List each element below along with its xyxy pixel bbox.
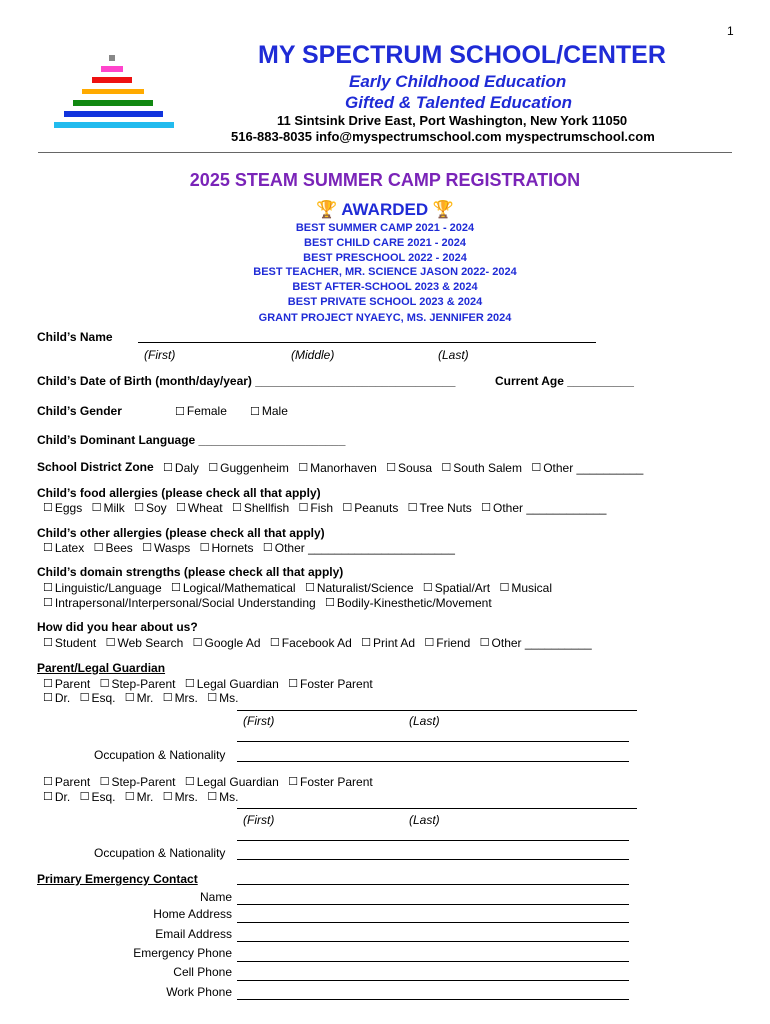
checkbox-icon[interactable]: ☐ [105, 636, 116, 649]
emergency-heading: Primary Emergency Contact [37, 872, 198, 886]
domain-row-2 [37, 595, 492, 610]
option-label: Friend [436, 635, 471, 650]
option-label: Latex [54, 540, 85, 555]
option-label: Foster Parent [300, 774, 373, 789]
role-option[interactable] [288, 677, 373, 691]
option-label: Spatial/Art [434, 580, 491, 595]
checkbox-icon[interactable]: ☐ [134, 501, 144, 514]
option-label: Other __________ [543, 460, 644, 475]
option-label: Student [54, 635, 97, 650]
first-caption: (First) [144, 348, 176, 362]
allergy-option[interactable] [200, 541, 254, 555]
district-option[interactable] [531, 461, 643, 475]
checkbox-icon[interactable]: ☐ [325, 596, 335, 609]
checkbox-icon[interactable]: ☐ [207, 790, 218, 803]
food-option[interactable] [134, 501, 167, 515]
guardian2-name-field[interactable] [237, 808, 637, 809]
logo-bar [54, 122, 174, 128]
checkbox-icon[interactable]: ☐ [298, 501, 309, 514]
checkbox-icon[interactable]: ☐ [184, 677, 195, 690]
district-option[interactable] [441, 461, 522, 475]
domain-option[interactable] [43, 596, 316, 610]
domain-option[interactable] [325, 596, 492, 610]
checkbox-icon[interactable]: ☐ [207, 691, 218, 704]
checkbox-icon[interactable]: ☐ [422, 581, 433, 594]
checkbox-icon[interactable]: ☐ [208, 461, 219, 474]
option-label: Bodily-Kinesthetic/Movement [336, 595, 492, 610]
district-row [37, 460, 643, 475]
hear-option[interactable] [43, 636, 96, 650]
checkbox-icon[interactable]: ☐ [93, 541, 104, 554]
checkbox-icon[interactable]: ☐ [342, 501, 353, 514]
option-label: Parent [54, 774, 91, 789]
food-option[interactable] [342, 501, 398, 515]
hear-option[interactable] [270, 636, 352, 650]
district-option[interactable] [386, 461, 432, 475]
checkbox-icon[interactable]: ☐ [170, 581, 181, 594]
checkbox-icon[interactable]: ☐ [43, 596, 53, 609]
option-label: Google Ad [204, 635, 261, 650]
option-label: Musical [511, 580, 553, 595]
checkbox-icon[interactable]: ☐ [43, 541, 53, 554]
award-line: GRANT PROJECT NYAEYC, MS. JENNIFER 2024 [258, 312, 512, 324]
food-option[interactable] [92, 501, 125, 515]
option-label: Step-Parent [111, 676, 176, 691]
guardian2-roles [37, 774, 373, 789]
emergency-cell-label: Cell Phone [173, 965, 232, 979]
option-label: Eggs [54, 500, 83, 515]
hear-row [37, 635, 592, 650]
logo-bar [82, 89, 144, 94]
page-number: 1 [727, 24, 734, 38]
camp-title: 2025 STEAM SUMMER CAMP REGISTRATION [189, 170, 581, 190]
checkbox-icon[interactable]: ☐ [304, 581, 315, 594]
checkbox-icon[interactable]: ☐ [386, 461, 397, 474]
option-label: Mr. [136, 789, 154, 804]
hear-option[interactable] [361, 636, 415, 650]
logo-bar [73, 100, 153, 106]
option-label: Legal Guardian [196, 774, 279, 789]
title-option[interactable] [207, 691, 238, 705]
hear-label: How did you hear about us? [37, 620, 198, 634]
option-label: Ms. [219, 690, 239, 705]
district-option[interactable] [163, 461, 199, 475]
checkbox-icon[interactable]: ☐ [298, 461, 309, 474]
language-field[interactable]: Child’s Dominant Language ______________________ [37, 433, 346, 447]
checkbox-icon[interactable]: ☐ [499, 581, 510, 594]
subtitle-gifted: Gifted & Talented Education [345, 93, 572, 112]
option-label: Ms. [219, 789, 239, 804]
title-option[interactable] [125, 691, 154, 705]
option-label: Other ______________________ [274, 540, 455, 555]
gender-label: Child’s Gender [37, 404, 122, 418]
emergency-email-field[interactable] [237, 941, 629, 942]
checkbox-icon[interactable]: ☐ [288, 775, 298, 788]
option-label: Guggenheim [220, 460, 289, 475]
option-label: Fish [310, 500, 334, 515]
title-option[interactable] [80, 790, 116, 804]
food-option[interactable] [408, 501, 472, 515]
option-label: Mr. [136, 690, 154, 705]
occupation-label: Occupation & Nationality [94, 748, 226, 762]
allergy-option[interactable] [94, 541, 133, 555]
role-option[interactable] [288, 775, 373, 789]
option-label: Dr. [54, 690, 71, 705]
contact-line: 516-883-8035 info@myspectrumschool.com myspectrumschool.com [231, 129, 655, 144]
checkbox-icon[interactable]: ☐ [288, 677, 298, 690]
option-label: Naturalist/Science [316, 580, 414, 595]
option-label: Shellfish [243, 500, 290, 515]
domain-option[interactable] [423, 581, 490, 595]
checkbox-icon[interactable]: ☐ [175, 405, 185, 418]
food-option[interactable] [43, 501, 82, 515]
option-label: South Salem [453, 460, 522, 475]
checkbox-icon[interactable]: ☐ [424, 636, 435, 649]
domain-label: Child’s domain strengths (please check all that apply) [37, 565, 344, 579]
last-caption: (Last) [409, 813, 440, 827]
option-label: Esq. [91, 690, 116, 705]
role-option[interactable] [43, 775, 90, 789]
option-label: Other ____________ [493, 500, 607, 515]
checkbox-icon[interactable]: ☐ [184, 775, 195, 788]
checkbox-icon[interactable]: ☐ [269, 636, 280, 649]
checkbox-icon[interactable]: ☐ [142, 541, 153, 554]
checkbox-icon[interactable]: ☐ [124, 790, 135, 803]
option-label: Logical/Mathematical [182, 580, 296, 595]
award-line: BEST AFTER-SCHOOL 2023 & 2024 [292, 281, 478, 293]
allergy-option[interactable] [263, 541, 455, 555]
option-label: Intrapersonal/Interpersonal/Social Understanding [54, 595, 316, 610]
checkbox-icon[interactable]: ☐ [43, 636, 53, 649]
checkbox-icon[interactable]: ☐ [43, 677, 53, 690]
emergency-home-address-field[interactable] [237, 922, 629, 923]
emergency-name-field[interactable] [237, 904, 629, 905]
option-label: Milk [103, 500, 125, 515]
option-label: Parent [54, 676, 91, 691]
emergency-name-label: Name [199, 890, 232, 904]
allergy-option[interactable] [43, 541, 84, 555]
award-line: BEST SUMMER CAMP 2021 - 2024 [295, 222, 475, 234]
checkbox-icon[interactable]: ☐ [481, 501, 492, 514]
gender-female-option[interactable] [175, 404, 227, 418]
food-option[interactable] [481, 501, 606, 515]
checkbox-icon[interactable]: ☐ [162, 790, 173, 803]
guardian1-titles [37, 690, 238, 705]
checkbox-icon[interactable]: ☐ [99, 775, 110, 788]
allergy-option[interactable] [142, 541, 190, 555]
checkbox-icon[interactable]: ☐ [162, 691, 173, 704]
option-label: Wasps [154, 540, 191, 555]
role-option[interactable] [100, 677, 176, 691]
last-caption: (Last) [438, 348, 469, 362]
school-title: MY SPECTRUM SCHOOL/CENTER [258, 41, 666, 69]
emergency-work-label: Work Phone [166, 985, 232, 999]
option-label: Legal Guardian [196, 676, 279, 691]
address: 11 Sintsink Drive East, Port Washington, New York 11050 [277, 113, 628, 128]
age-field[interactable]: Current Age __________ [495, 374, 634, 388]
option-label: Female [186, 404, 227, 418]
option-label: Mrs. [174, 690, 198, 705]
domain-option[interactable] [43, 581, 162, 595]
first-caption: (First) [243, 714, 275, 728]
role-option[interactable] [185, 677, 279, 691]
hear-option[interactable] [424, 636, 470, 650]
child-name-label: Child’s Name [37, 330, 113, 344]
role-option[interactable] [43, 677, 90, 691]
child-name-field[interactable] [138, 342, 596, 343]
checkbox-icon[interactable]: ☐ [407, 501, 418, 514]
dob-field[interactable]: Child’s Date of Birth (month/day/year) ______________________________ [37, 374, 456, 388]
hear-option[interactable] [106, 636, 184, 650]
checkbox-icon[interactable]: ☐ [199, 541, 210, 554]
option-label: Linguistic/Language [54, 580, 162, 595]
checkbox-icon[interactable]: ☐ [43, 691, 53, 704]
checkbox-icon[interactable]: ☐ [79, 691, 90, 704]
role-option[interactable] [185, 775, 279, 789]
checkbox-icon[interactable]: ☐ [79, 790, 90, 803]
hear-option[interactable] [480, 636, 592, 650]
option-label: Sousa [398, 460, 433, 475]
guardian1-extra-field[interactable] [237, 741, 629, 742]
option-label: Daly [174, 460, 199, 475]
option-label: Tree Nuts [419, 500, 472, 515]
guardian1-roles [37, 676, 373, 691]
logo-bar [92, 77, 132, 83]
title-option[interactable] [125, 790, 154, 804]
guardian-heading: Parent/Legal Guardian [37, 661, 166, 675]
trophy-icon: 🏆 [432, 200, 455, 219]
checkbox-icon[interactable]: ☐ [441, 461, 452, 474]
trophy-icon: 🏆 [315, 200, 338, 219]
emergency-email-label: Email Address [155, 927, 232, 941]
title-option[interactable] [80, 691, 116, 705]
option-label: Bees [105, 540, 133, 555]
occupation-label: Occupation & Nationality [94, 846, 226, 860]
domain-option[interactable] [305, 581, 414, 595]
checkbox-icon[interactable]: ☐ [231, 501, 242, 514]
checkbox-icon[interactable]: ☐ [163, 461, 173, 474]
option-label: Wheat [187, 500, 223, 515]
option-label: Soy [146, 500, 167, 515]
checkbox-icon[interactable]: ☐ [250, 405, 260, 418]
other-allergies-label: Child’s other allergies (please check all that apply) [37, 526, 325, 540]
option-label: Peanuts [354, 500, 399, 515]
checkbox-icon[interactable]: ☐ [124, 691, 135, 704]
middle-caption: (Middle) [291, 348, 335, 362]
option-label: Print Ad [373, 635, 416, 650]
food-allergies-row [37, 500, 606, 515]
guardian2-extra-field[interactable] [237, 840, 629, 841]
last-caption: (Last) [409, 714, 440, 728]
title-option[interactable] [43, 790, 70, 804]
first-caption: (First) [243, 813, 275, 827]
guardian1-occupation-field[interactable] [237, 761, 629, 762]
award-line: BEST PRIVATE SCHOOL 2023 & 2024 [287, 296, 483, 308]
food-allergies-label: Child’s food allergies (please check all that apply) [37, 486, 321, 500]
checkbox-icon[interactable]: ☐ [176, 501, 186, 514]
awarded-heading [0, 200, 770, 220]
award-line: BEST PRESCHOOL 2022 - 2024 [303, 252, 467, 264]
checkbox-icon[interactable]: ☐ [262, 541, 273, 554]
award-line: BEST TEACHER, MR. SCIENCE JASON 2022- 2024 [253, 266, 517, 278]
checkbox-icon[interactable]: ☐ [531, 461, 542, 474]
title-option[interactable] [163, 790, 198, 804]
option-label: Dr. [54, 789, 71, 804]
guardian2-occupation-field[interactable] [237, 859, 629, 860]
emergency-phone-label: Emergency Phone [133, 946, 232, 960]
title-option[interactable] [207, 790, 238, 804]
subtitle-early: Early Childhood Education [349, 72, 567, 91]
emergency-cell-field[interactable] [237, 980, 629, 981]
food-option[interactable] [299, 501, 334, 515]
checkbox-icon[interactable]: ☐ [43, 775, 53, 788]
checkbox-icon[interactable]: ☐ [361, 636, 372, 649]
option-label: Hornets [211, 540, 254, 555]
option-label: Foster Parent [300, 676, 373, 691]
guardian2-titles [37, 789, 238, 804]
checkbox-icon[interactable]: ☐ [479, 636, 490, 649]
option-label: Male [261, 404, 288, 418]
emergency-work-field[interactable] [237, 999, 629, 1000]
title-option[interactable] [43, 691, 70, 705]
option-label: Step-Parent [111, 774, 176, 789]
domain-option[interactable] [499, 581, 552, 595]
logo-bar [101, 66, 123, 72]
domain-row-1 [37, 580, 552, 595]
title-option[interactable] [163, 691, 198, 705]
checkbox-icon[interactable]: ☐ [43, 501, 53, 514]
hear-option[interactable] [193, 636, 261, 650]
district-option[interactable] [208, 461, 289, 475]
option-label: Other __________ [491, 635, 592, 650]
food-option[interactable] [232, 501, 289, 515]
checkbox-icon[interactable]: ☐ [91, 501, 102, 514]
header-divider [38, 152, 732, 153]
option-label: Facebook Ad [281, 635, 352, 650]
award-line: BEST CHILD CARE 2021 - 2024 [304, 237, 466, 249]
logo-bar [64, 111, 163, 117]
option-label: Manorhaven [310, 460, 377, 475]
awarded-label: AWARDED [341, 200, 429, 219]
domain-option[interactable] [171, 581, 296, 595]
food-option[interactable] [176, 501, 223, 515]
emergency-phone-field[interactable] [237, 961, 629, 962]
emergency-home-address-label: Home Address [153, 907, 232, 921]
checkbox-icon[interactable]: ☐ [43, 581, 53, 594]
gender-male-option[interactable] [250, 404, 288, 418]
district-label: School District Zone [37, 460, 154, 474]
checkbox-icon[interactable]: ☐ [99, 677, 110, 690]
other-allergies-row [37, 540, 455, 555]
guardian1-name-field[interactable] [237, 710, 637, 711]
logo-bar [109, 55, 115, 61]
option-label: Web Search [117, 635, 184, 650]
role-option[interactable] [100, 775, 176, 789]
option-label: Esq. [91, 789, 116, 804]
checkbox-icon[interactable]: ☐ [192, 636, 203, 649]
option-label: Mrs. [174, 789, 198, 804]
district-option[interactable] [298, 461, 377, 475]
checkbox-icon[interactable]: ☐ [43, 790, 53, 803]
emergency-top-field[interactable] [237, 884, 629, 885]
